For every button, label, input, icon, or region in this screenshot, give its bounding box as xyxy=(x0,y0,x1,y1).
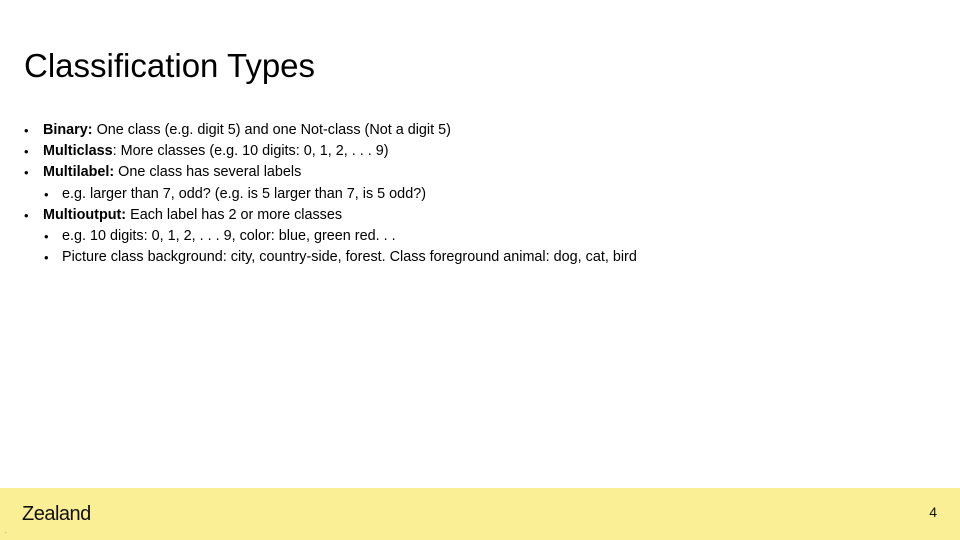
bullet-item-multiclass xyxy=(24,141,637,162)
footer-bar xyxy=(0,488,960,540)
bullet-text: : More classes (e.g. 10 digits: 0, 1, 2, . . . 9) xyxy=(112,143,389,160)
sub-bullet-text: e.g. larger than 7, odd? (e.g. is 5 larger than 7, is 5 odd?) xyxy=(62,185,426,202)
bullet-icon: • xyxy=(24,123,29,138)
sub-bullet-item xyxy=(24,226,637,247)
page-number: 4 xyxy=(929,504,937,520)
sub-bullet-text: Picture class background: city, country-side, forest. Class foreground animal: dog, cat, bird xyxy=(62,249,637,266)
sub-bullet-item xyxy=(24,247,637,268)
bullet-icon: • xyxy=(24,144,29,160)
bullet-text: Each label has 2 or more classes xyxy=(126,206,343,223)
sub-bullet-text: e.g. 10 digits: 0, 1, 2, . . . 9, color: blue, green red. . . xyxy=(62,228,396,245)
corner-mark-icon: . xyxy=(5,529,7,535)
bullet-list xyxy=(24,120,637,268)
bullet-item-multioutput xyxy=(24,205,637,226)
bullet-term: Multiclass xyxy=(43,143,113,160)
bullet-icon: • xyxy=(44,186,49,202)
bullet-icon: • xyxy=(44,229,49,245)
bullet-item-multilabel xyxy=(24,162,637,183)
bullet-term: Binary: xyxy=(43,122,93,138)
sub-bullet-item xyxy=(24,184,637,205)
bullet-text: One class (e.g. digit 5) and one Not-class (Not a digit 5) xyxy=(92,122,451,138)
bullet-term: Multioutput: xyxy=(43,206,127,223)
bullet-term: Multilabel: xyxy=(43,164,115,181)
bullet-text: One class has several labels xyxy=(114,164,302,181)
bullet-icon: • xyxy=(24,207,29,223)
slide-title: Classification Types xyxy=(24,47,316,84)
bullet-item-binary xyxy=(24,120,637,141)
bullet-icon: • xyxy=(24,165,29,181)
bullet-icon: • xyxy=(44,250,49,266)
zealand-logo: Zealand xyxy=(22,503,91,525)
